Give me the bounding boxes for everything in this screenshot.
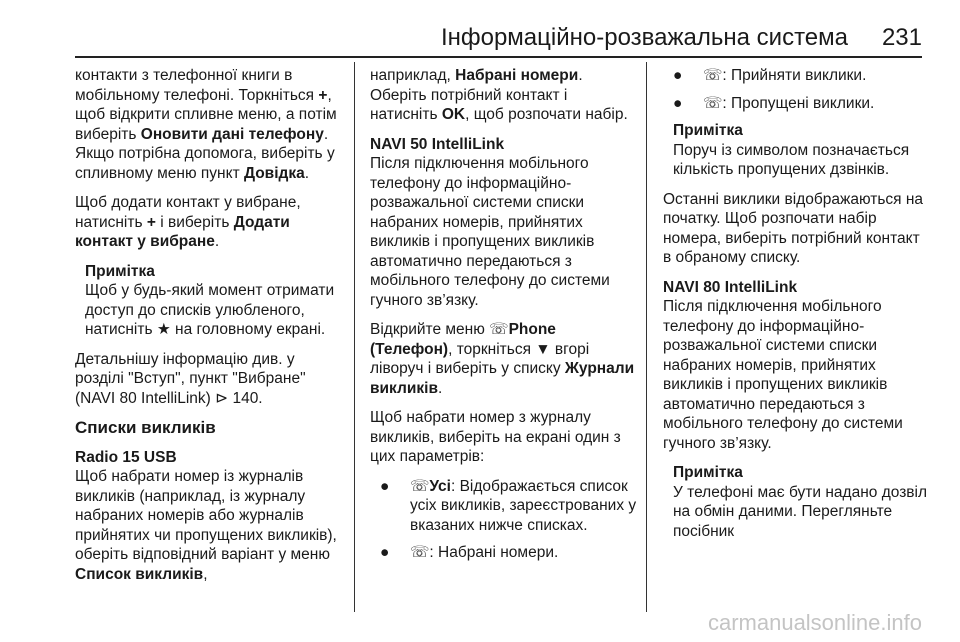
menu-term: Список викликів	[75, 565, 204, 583]
menu-term: Журнали викликів	[370, 360, 635, 397]
menu-term: Додати контакт у вибране	[75, 213, 290, 250]
menu-term: Усі	[429, 477, 451, 495]
subheading: NAVI 80 IntelliLink	[663, 278, 798, 296]
paragraph: Щоб набрати номер із журналів викликів (наприклад, із журналу набраних номерів або журналів прийнятих чи пропущених викликів), оберіть відповідний варіант у меню Список викликів,	[75, 468, 337, 583]
column-divider	[646, 62, 647, 612]
page-header	[0, 0, 960, 62]
note: Примітка Щоб у будь-який момент отримати доступ до списків улюбленого, натисніть ★ на головному екрані.	[85, 262, 345, 340]
paragraph: наприклад, Набрані номери. Оберіть потрібний контакт і натисніть OK, щоб розпочати набір.	[370, 67, 628, 123]
paragraph: Детальнішу інформацію див. у розділі "Вступ", пункт "Вибране" (NAVI 80 IntelliLink) ⊳ 140.	[75, 350, 306, 407]
paragraph: Щоб додати контакт у вибране, натисніть + і виберіть Додати контакт у вибране.	[75, 194, 301, 250]
page-ref-icon: ⊳	[215, 389, 229, 407]
subheading: NAVI 50 IntelliLink	[370, 135, 505, 153]
bullet-icon: ●	[380, 477, 390, 495]
menu-term: Довідка	[243, 164, 305, 182]
menu-term: Оновити дані телефону	[140, 125, 324, 143]
list-item: ● ☏: Набрані номери.	[380, 544, 559, 561]
note-title: Примітка	[85, 262, 155, 280]
menu-term: Набрані номери	[455, 67, 579, 84]
outgoing-call-icon: ☏	[410, 544, 430, 561]
menu-term: OK	[441, 106, 466, 123]
column-1	[75, 66, 345, 594]
page-number: 231	[881, 24, 922, 51]
note: Примітка У телефоні має бути надано дозвіл на обмін даними. Перегляньте посібник	[673, 464, 928, 540]
list-item: ● ☏: Прийняти виклики.	[673, 67, 867, 84]
paragraph: Останні виклики відображаються на початку. Щоб розпочати набір номера, виберіть потрібний контакт в обраному списку.	[663, 190, 924, 266]
column-divider	[354, 62, 355, 612]
paragraph: Щоб набрати номер з журналу викликів, виберіть на екрані один з цих параметрів:	[370, 409, 621, 465]
column-3	[663, 66, 928, 551]
section-heading: Списки викликів	[75, 418, 216, 437]
paragraph: Після підключення мобільного телефону до інформаційно-розважальної системи списки набраних номерів, прийнятих викликів і пропущених викликів автоматично передаються з мобільного телефону до системи гучного зв’язку.	[370, 155, 610, 309]
note-title: Примітка	[673, 464, 743, 481]
phone-icon: ☏	[489, 321, 509, 338]
list-item: ● ☏: Пропущені виклики.	[673, 94, 875, 112]
paragraph: контакти з телефонної книги в мобільному телефоні. Торкніться +, щоб відкрити спливне меню, а потім виберіть Оновити дані телефону. Якщо потрібна допомога, виберіть у спливному меню пункт Довідка.	[75, 67, 337, 182]
incoming-call-icon: ☏	[703, 67, 723, 84]
menu-term: Phone (Телефон)	[370, 321, 556, 358]
bullet-icon: ●	[380, 544, 390, 561]
plus-icon: +	[146, 213, 156, 231]
bullet-icon: ●	[673, 67, 683, 84]
page-title: Інформаційно-розважальна система	[440, 24, 848, 51]
bullet-icon: ●	[673, 94, 683, 112]
phone-icon: ☏	[410, 477, 430, 495]
star-icon: ★	[156, 321, 171, 338]
missed-call-icon: ☏	[703, 94, 723, 112]
column-2	[370, 66, 638, 571]
plus-icon: +	[318, 86, 328, 104]
list-item: ● ☏Усі: Відображається список усіх викликів, зареєстрованих у вказаних нижче списках.	[380, 477, 637, 534]
header-rule	[75, 56, 922, 58]
note-title: Примітка	[673, 122, 743, 139]
paragraph: Після підключення мобільного телефону до інформаційно-розважальної системи списки набраних номерів, прийнятих викликів і пропущених викликів автоматично передаються з мобільного телефону до системи гучного зв’язку.	[663, 298, 903, 452]
triangle-down-icon: ▼	[535, 340, 551, 358]
watermark: carmanualsonline.info	[707, 610, 922, 635]
note: Примітка Поруч із символом позначається кількість пропущених дзвінків.	[673, 121, 928, 180]
paragraph: Відкрийте меню ☏Phone (Телефон), торкніться ▼ вгорі ліворуч і виберіть у списку Журнали викликів.	[370, 321, 635, 397]
subheading: Radio 15 USB	[75, 448, 177, 466]
